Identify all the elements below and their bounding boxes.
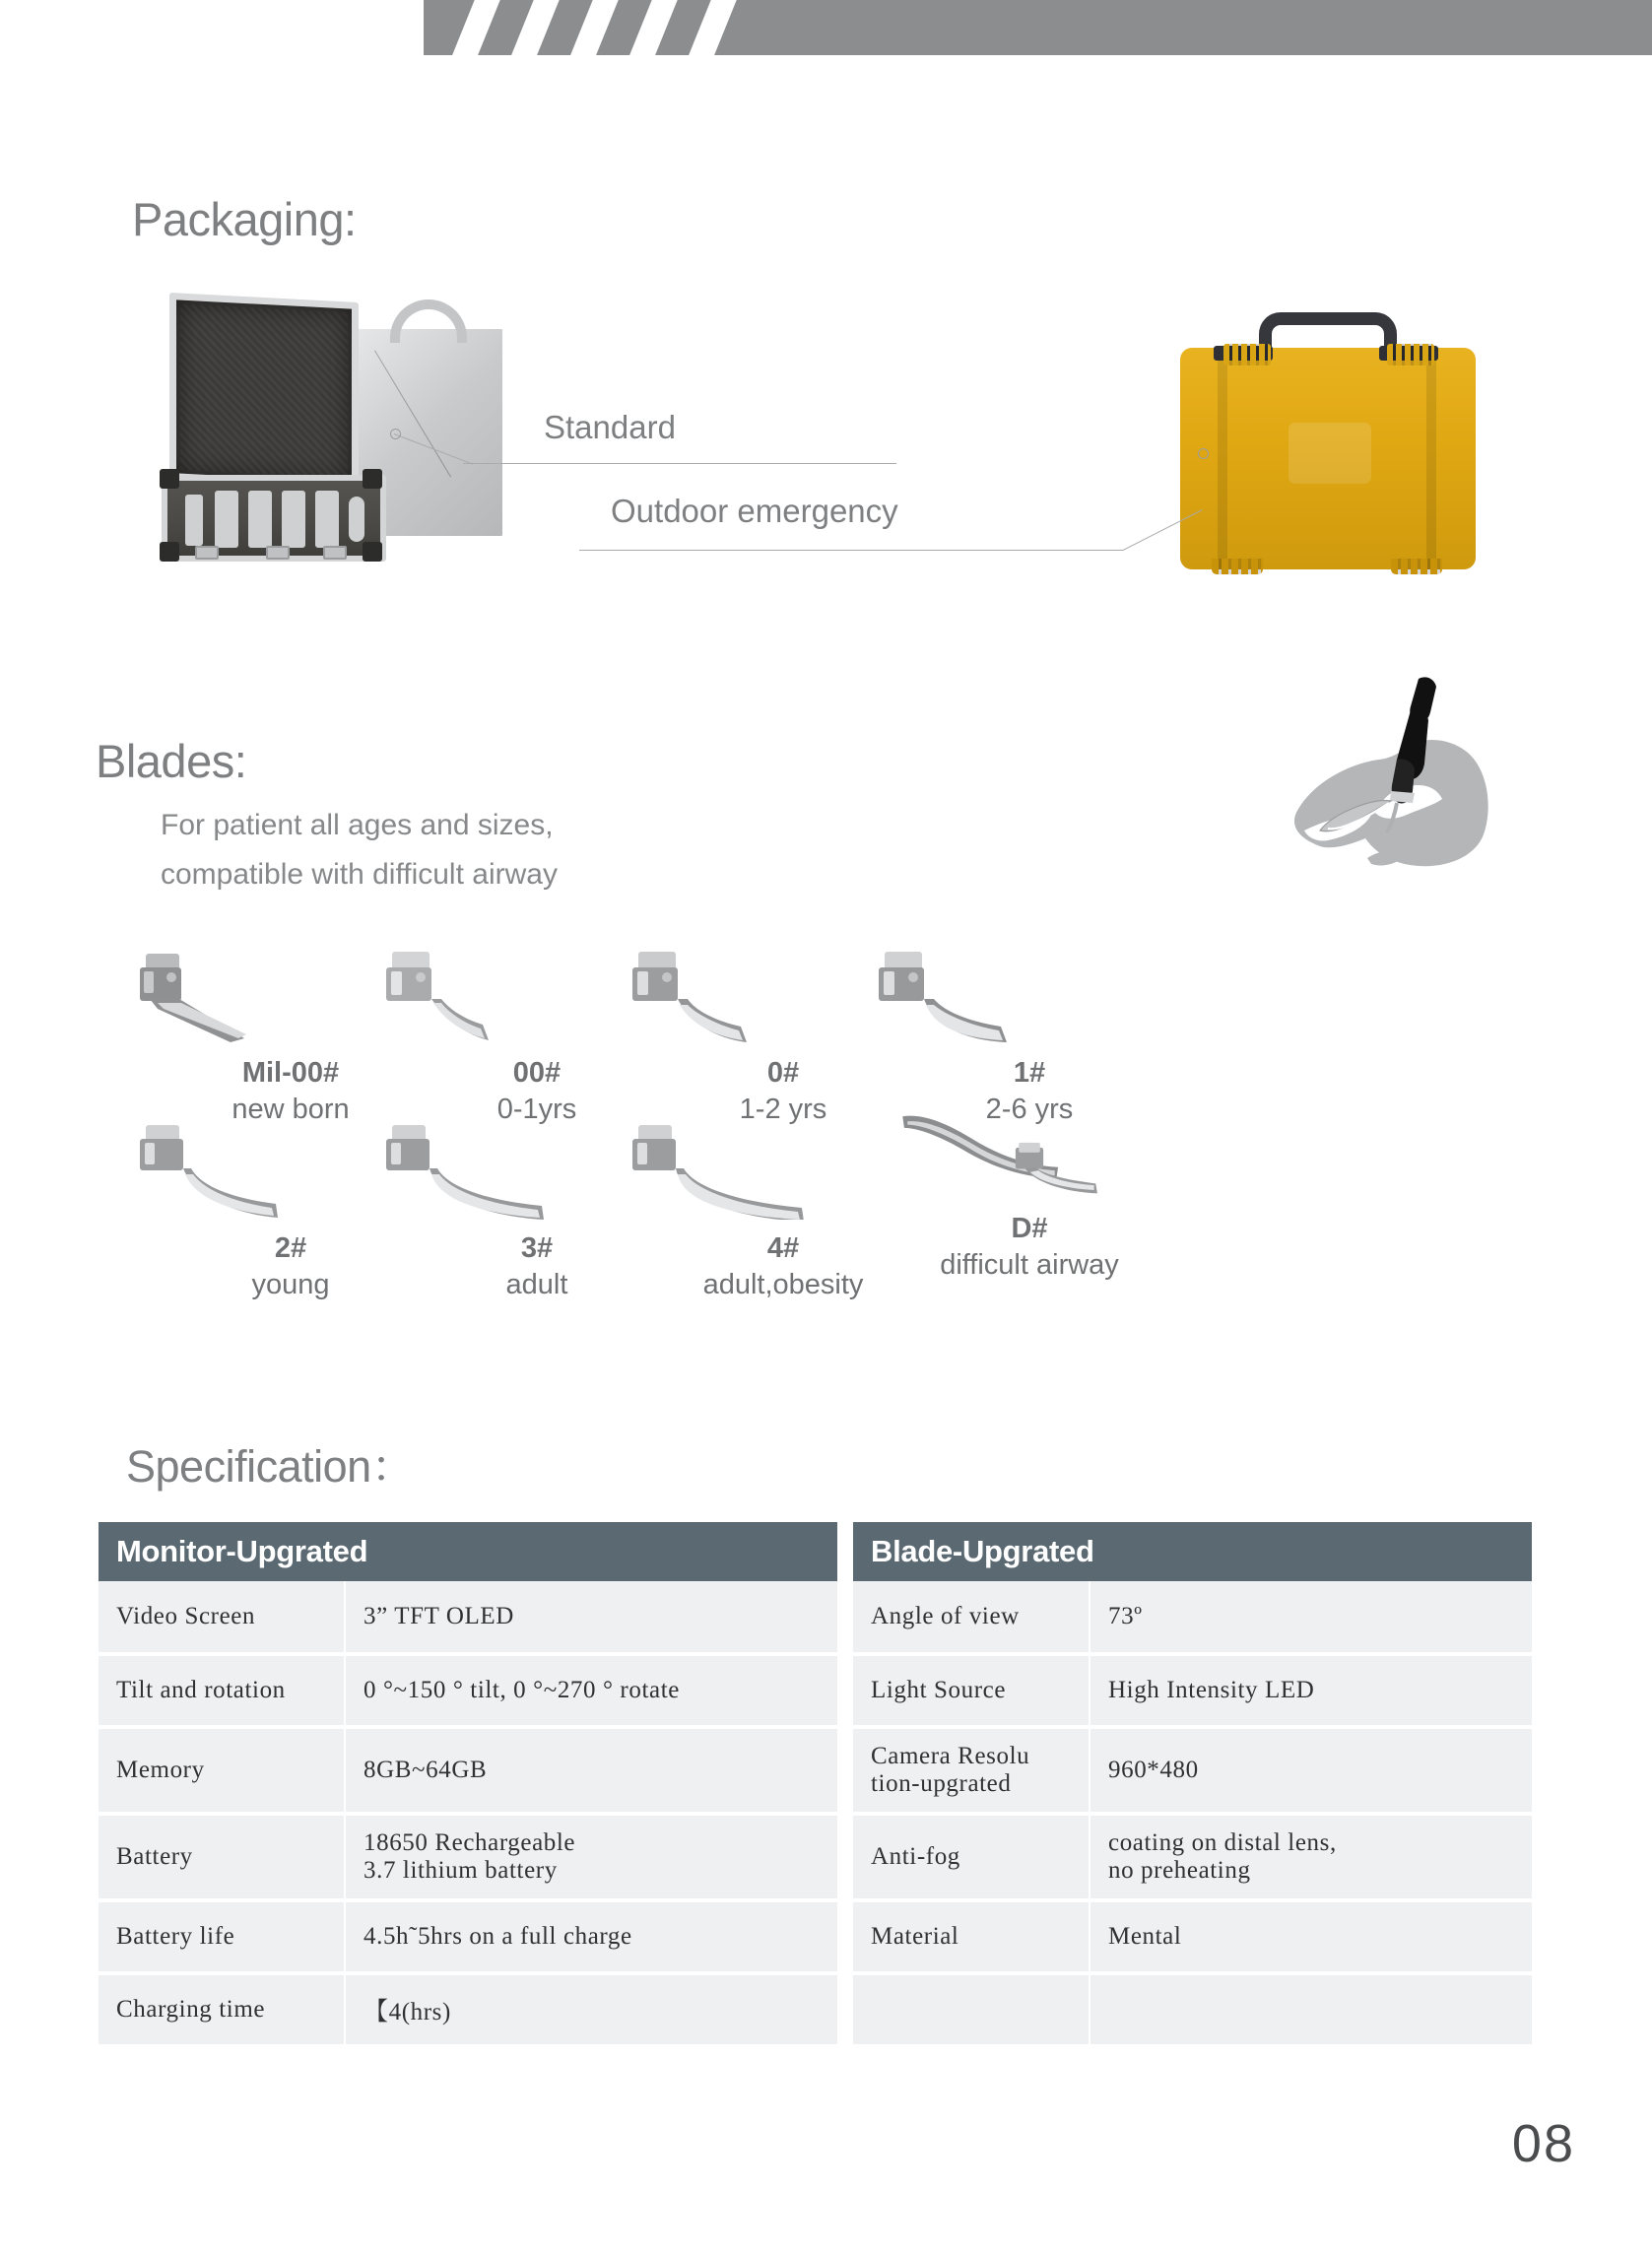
blade-size-2: 0# (766, 1057, 800, 1089)
blade-value-0: 73º (1090, 1581, 1532, 1654)
leader-dot-standard (390, 429, 401, 439)
monitor-key-1: Tilt and rotation (99, 1654, 345, 1727)
table-header-row (99, 1522, 1532, 1581)
monitor-key-0: Video Screen (99, 1581, 345, 1654)
blade-age-4: young (251, 1269, 330, 1301)
blade-age-6: adult,obesity (702, 1269, 864, 1301)
blade-value-5 (1090, 1973, 1532, 2046)
table-row (99, 1900, 1532, 1973)
blade-age-1: 0-1yrs (496, 1094, 577, 1126)
blade-caption-7 (867, 1211, 1192, 1284)
blade-key-3-l1: Anti-fog (871, 1843, 960, 1870)
monitor-key-5: Charging time (99, 1973, 345, 2046)
callout-label-outdoor: Outdoor emergency (611, 493, 898, 529)
blade-age-5: adult (505, 1269, 568, 1301)
blade-key-4-l1: Material (871, 1923, 959, 1950)
blade-key-2-l2: tion-upgrated (871, 1770, 1012, 1797)
blade-icon-1 (867, 948, 1192, 1044)
blade-value-1: High Intensity LED (1090, 1654, 1532, 1727)
aluminum-case-image (148, 288, 502, 564)
aluminum-case-lid (169, 293, 359, 490)
table-row (99, 1727, 1532, 1814)
blade-icon-d (867, 1103, 1192, 1200)
table-row (99, 1581, 1532, 1654)
packaging-heading: Packaging: (132, 193, 357, 245)
row-gap (837, 1814, 853, 1900)
specification-table (99, 1522, 1532, 2048)
leader-line-outdoor (579, 550, 1123, 551)
monitor-key-3: Battery (99, 1814, 345, 1900)
row-gap (837, 1973, 853, 2046)
blade-value-3 (1090, 1814, 1532, 1900)
airway-anatomy-illustration (1281, 665, 1507, 877)
monitor-key-2: Memory (99, 1727, 345, 1814)
blades-subtitle-line2: compatible with difficult airway (161, 858, 558, 891)
monitor-value-3-l1: 18650 Rechargeable (363, 1829, 576, 1856)
top-banner (0, 0, 1652, 55)
yellow-case-label-panel (1289, 423, 1371, 484)
monitor-value-4: 4.5h˜5hrs on a full charge (345, 1900, 837, 1973)
table-row (99, 1654, 1532, 1727)
monitor-column-header: Monitor-Upgrated (99, 1522, 837, 1581)
blade-age-0: new born (231, 1094, 350, 1126)
row-gap (837, 1727, 853, 1814)
blade-value-3-l2: no preheating (1108, 1857, 1251, 1884)
table-row (99, 1973, 1532, 2046)
blade-key-0-l1: Angle of view (871, 1603, 1020, 1629)
table-row (99, 1814, 1532, 1900)
monitor-value-0: 3” TFT OLED (345, 1581, 837, 1654)
blades-subtitle-line1: For patient all ages and sizes, (161, 809, 554, 841)
blade-size-3: 1# (1013, 1057, 1046, 1089)
blade-key-3 (853, 1814, 1090, 1900)
blade-item-3 (867, 948, 1192, 1128)
blade-size-6: 4# (766, 1232, 800, 1264)
page-number: 08 (1511, 2114, 1575, 2173)
blade-size-7: D# (1011, 1213, 1048, 1244)
monitor-key-4: Battery life (99, 1900, 345, 1973)
blade-age-7: difficult airway (940, 1249, 1119, 1282)
monitor-value-1: 0 °~150 ° tilt, 0 °~270 ° rotate (345, 1654, 837, 1727)
blade-key-2 (853, 1727, 1090, 1814)
blade-key-4 (853, 1900, 1090, 1973)
blade-age-3: 2-6 yrs (985, 1094, 1074, 1126)
blade-column-header: Blade-Upgrated (853, 1522, 1532, 1581)
blade-key-0 (853, 1581, 1090, 1654)
monitor-value-3-l2: 3.7 lithium battery (363, 1857, 558, 1884)
monitor-value-3 (345, 1814, 837, 1900)
blade-key-2-l1: Camera Resolu (871, 1743, 1030, 1769)
blade-size-5: 3# (520, 1232, 554, 1264)
monitor-value-5: 【4(hrs) (345, 1973, 837, 2046)
leader-line-standard (463, 463, 896, 464)
leader-dot-outdoor (1198, 448, 1209, 459)
blade-value-4: Mental (1090, 1900, 1532, 1973)
blade-item-7 (867, 1103, 1192, 1284)
blade-size-1: 00# (512, 1057, 562, 1089)
yellow-hard-case-image (1172, 300, 1487, 581)
column-gap (837, 1522, 853, 1581)
blade-value-3-l1: coating on distal lens, (1108, 1829, 1337, 1856)
monitor-value-2: 8GB~64GB (345, 1727, 837, 1814)
blade-age-2: 1-2 yrs (739, 1094, 827, 1126)
row-gap (837, 1581, 853, 1654)
blade-size-0: Mil-00# (241, 1057, 340, 1089)
blades-heading: Blades: (96, 735, 247, 787)
blade-key-5 (853, 1973, 1090, 2046)
blade-size-4: 2# (274, 1232, 307, 1264)
callout-label-standard: Standard (544, 409, 676, 445)
specification-heading: Specification： (126, 1441, 416, 1492)
blade-key-1-l1: Light Source (871, 1677, 1007, 1703)
blade-value-2: 960*480 (1090, 1727, 1532, 1814)
row-gap (837, 1900, 853, 1973)
row-gap (837, 1654, 853, 1727)
blade-key-1 (853, 1654, 1090, 1727)
